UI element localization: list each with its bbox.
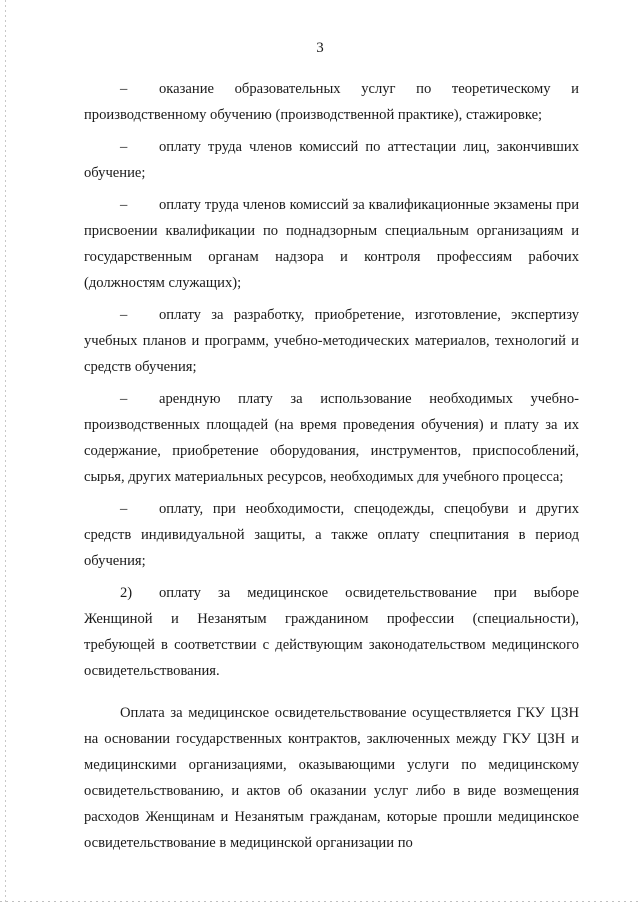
numbered-item — [84, 580, 579, 684]
scan-bottom-edge — [0, 901, 640, 902]
scan-left-edge — [5, 0, 6, 905]
numbered-item-text: оплату за медицинское освидетельствование при выборе Женщиной и Незанятым гражданином профессии (специальности), требующей в соответствии с действующим законодательством медицинского освидетельствования. — [84, 585, 579, 679]
list-item — [84, 76, 579, 128]
list-item — [84, 192, 579, 296]
bullet-marker: – — [120, 197, 128, 213]
page-number: 3 — [316, 40, 324, 56]
bullet-marker: – — [120, 391, 128, 407]
list-item — [84, 386, 579, 490]
body-paragraph: Оплата за медицинское освидетельствование осуществляется ГКУ ЦЗН на основании государственных контрактов, заключенных между ГКУ ЦЗН и медицинскими организациями, оказывающими услуги по медицинскому освидетельствованию, и актов об оказании услуг либо в виде возмещения расходов Женщинам и Незанятым гражданам, которые прошли медицинское освидетельствование в медицинской организации по — [84, 705, 579, 851]
list-item-text: оплату труда членов комиссий за квалификационные экзамены при присвоении квалификации по поднадзорным специальным организациям и государственным органам надзора и контроля профессиям рабочих (должностям служащих); — [84, 197, 579, 291]
list-item-text: арендную плату за использование необходимых учебно-производственных площадей (на время проведения обучения) и плату за их содержание, приобретение оборудования, инструментов, приспособлений, сырья, других материальных ресурсов, необходимых для учебного процесса; — [84, 391, 579, 485]
body-text — [84, 76, 579, 856]
bullet-marker: – — [120, 139, 128, 155]
list-item-text: оказание образовательных услуг по теоретическому и производственному обучению (производственной практике), стажировке; — [84, 81, 579, 123]
list-item — [84, 496, 579, 574]
bullet-marker: – — [120, 81, 128, 97]
list-item — [84, 302, 579, 380]
list-item-text: оплату труда членов комиссий по аттестации лиц, закончивших обучение; — [84, 139, 579, 181]
list-item — [84, 134, 579, 186]
number-marker: 2) — [120, 585, 133, 601]
bullet-marker: – — [120, 501, 128, 517]
bullet-marker: – — [120, 307, 128, 323]
list-item-text: оплату за разработку, приобретение, изготовление, экспертизу учебных планов и программ, учебно-методических материалов, технологий и средств обучения; — [84, 307, 579, 375]
list-item-text: оплату, при необходимости, спецодежды, спецобуви и других средств индивидуальной защиты, а также оплату спецпитания в период обучения; — [84, 501, 579, 569]
